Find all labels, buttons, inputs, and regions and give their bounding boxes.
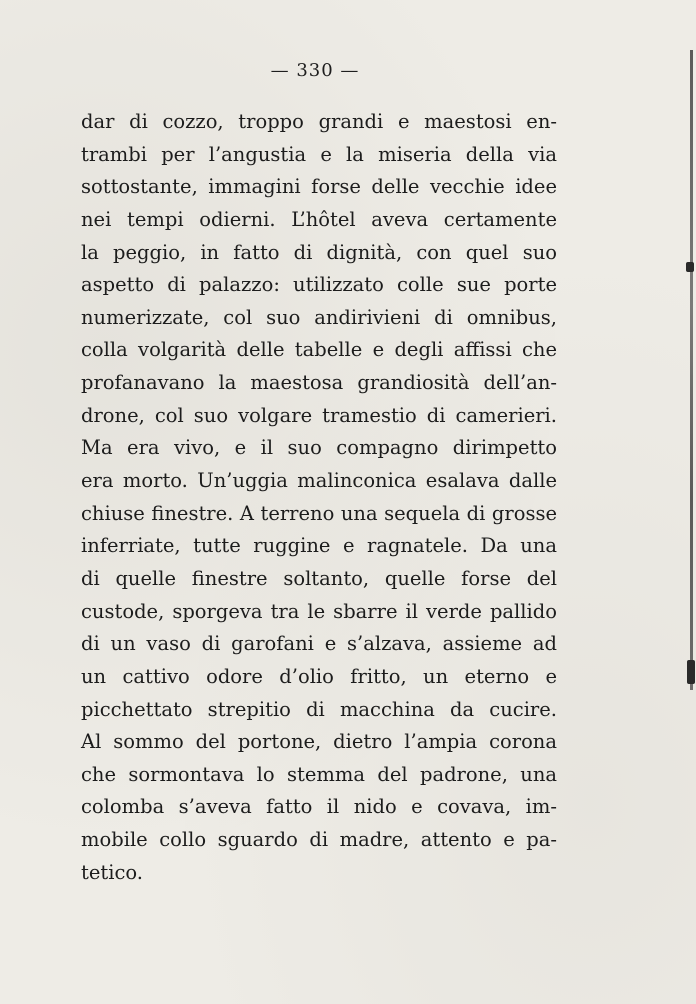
binding-mark — [686, 262, 694, 272]
binding-mark — [687, 660, 695, 684]
text-line: dar di cozzo, troppo grandi e maestosi en- — [81, 110, 557, 133]
text-line: mobile collo sguardo di madre, attento e pa- — [81, 828, 557, 852]
text-line: colla volgarità delle tabelle e degli affissi che — [81, 338, 557, 362]
text-line: sottostante, immagini forse delle vecchie idee — [81, 175, 557, 199]
text-line: trambi per l’angustia e la miseria della via — [81, 142, 557, 166]
text-line: di quelle finestre soltanto, quelle forse del — [81, 566, 557, 590]
text-line: era morto. Un’uggia malinconica esalava dalle — [81, 469, 557, 493]
body-text — [81, 106, 557, 889]
text-line: chiuse finestre. A terreno una sequela di grosse — [81, 501, 557, 525]
text-line-last: tetico. — [81, 860, 143, 884]
text-line: numerizzate, col suo andirivieni di omnibus, — [81, 305, 557, 329]
text-line: custode, sporgeva tra le sbarre il verde pallido — [81, 599, 557, 623]
text-line: Ma era vivo, e il suo compagno dirimpetto — [81, 436, 557, 460]
text-line: inferriate, tutte ruggine e ragnatele. Da una — [81, 534, 557, 558]
text-line: picchettato strepitio di macchina da cucire. — [81, 697, 557, 721]
page-number: — 330 — — [270, 60, 360, 81]
text-line: drone, col suo volgare tramestio di camerieri. — [81, 403, 557, 427]
text-line: di un vaso di garofani e s’alzava, assieme ad — [81, 632, 557, 656]
text-line: nei tempi odierni. L’hôtel aveva certamente — [81, 207, 557, 231]
binding-edge — [690, 50, 693, 690]
text-line: un cattivo odore d’olio fritto, un eterno e — [81, 664, 557, 688]
text-line: Al sommo del portone, dietro l’ampia corona — [81, 730, 557, 754]
text-line: la peggio, in fatto di dignità, con quel suo — [81, 240, 557, 264]
text-line: profanavano la maestosa grandiosità dell’an- — [81, 371, 557, 395]
text-line: colomba s’aveva fatto il nido e covava, im- — [81, 795, 557, 819]
text-line: aspetto di palazzo: utilizzato colle sue porte — [81, 273, 557, 297]
text-line: che sormontava lo stemma del padrone, una — [81, 762, 557, 786]
